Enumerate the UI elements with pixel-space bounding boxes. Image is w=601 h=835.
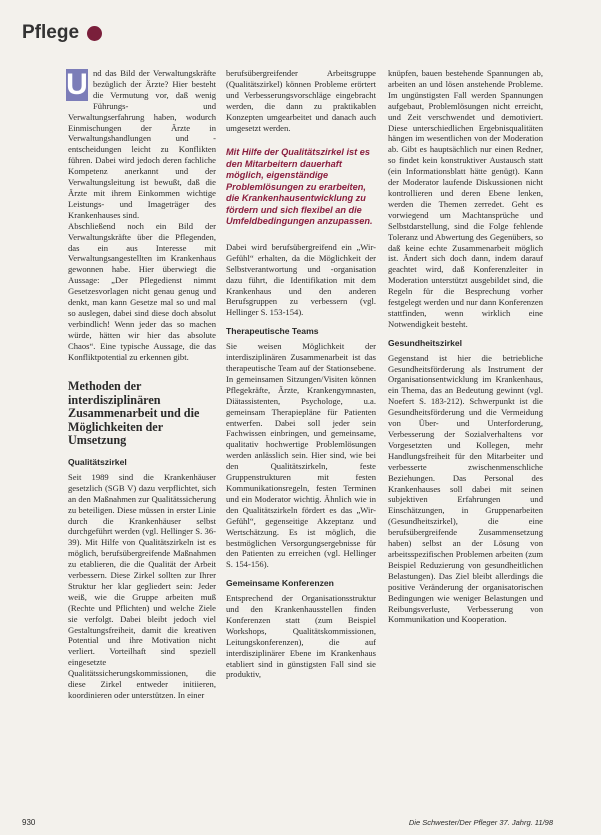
dropcap: U [66,68,88,101]
paragraph: Sie weisen Möglichkeit der interdisziplinären Zusammenarbeit ist das therapeutische Team auf der Stationsebene. In gemeinsamen Sitzungen/Visiten können Pflegekräfte, Ärzte, Krankengymnasten, Diätassistenten, Psychologe, u.a. gemeinsam Therapiepläne für Patienten entwerfen. Dabei soll jeder sein Fachwissen einbringen, und gemeinsame, qualitativ hochwertige Problemlösungen werden anlässlich sein. Hier sind, wie bei den Qualitätszirkeln, feste Gruppenstrukturen mit festen Kommunikationsregeln, festen Terminen und ein Moderator wichtig. Ähnlich wie in den Qualitätszirkeln fördert es das „Wir-Gefühl“, gegenseitige Akzeptanz und Wertschätzung. Es ist möglich, die bestmöglichen Versorgungsergebnisse für den Patienten zu erreichen (vgl. Hellinger S. 154-156). [226,341,376,570]
paragraph: Dabei wird berufsübergreifend ein „Wir-Gefühl“ erhalten, da die Möglichkeit der Selbstverantwortung und -organisation dazu führt, die Identifikation mit dem Krankenhaus und den anderen Berufsgruppen zu verbessern (vgl. Hellinger S. 153-154). [226,241,376,318]
subheading: Therapeutische Teams [226,326,319,337]
paragraph: Abschließend noch ein Bild der Verwaltungskräfte über die Pflegenden, das ein aus Interesse mit Verwaltungsangestellten im Krankenhaus gewonnen habe. Hier überwiegt die Aussage: „Der Pflegedienst nimmt Gesetzesvorlagen nicht genau genug und denkt, man kann Gesetze mal so und mal so auslegen, dabei sind diese doch absolut verbindlich! Wenn jeder das so machen würde, hätten wir hier das absolute Chaos“. Eine typische Aussage, die das Konfliktpotential zu erkennen gibt. [68,220,216,362]
subheading: Qualitätszirkel [68,456,127,467]
paragraph: Gegenstand ist hier die betriebliche Gesundheitsförderung als Instrument der Organisationsentwicklung im Krankenhaus, ein Thema, das an Bedeutung gewinnt (vgl. Noefert S. 183-212). Schwerpunkt ist die Gesundheitsförderung und die Vermeidung von Über- und Unterforderung, Verbesserung der Sozialverhaltens vor Vorgesetzten und Kollegen, mehr Handlungsfreiheit für den Mitarbeiter und verbesserte zwischenmenschliche Beziehungen. Das Personal des Krankenhauses soll dabei mit seinen subjektiven Erfahrungen und Einschätzungen, in Gruppenarbeiten (Gesundheitszirkel), die eine berufsübergreifende Zusammensetzung haben) selbst an der Lösung von arbeitsspezifischen Problemen arbeiten (zum Beispiel Reduzierung von gesundheitlichen Belastungen). Das Ziel bleibt allerdings die positive Veränderung der organisatorischen Bedingungen wie weniger Belastungen und Reibungsverluste, Verbesserung von Kommunikation und Kooperation. [388,352,543,625]
page-header [22,22,102,44]
section-heading: Methoden der interdisziplinären Zusammenarbeit und die Möglichkeiten der Umsetzung [68,379,200,448]
column-1 [68,68,216,701]
subheading: Gemeinsame Konferenzen [226,578,334,589]
page-number: 930 [22,818,36,827]
paragraph: knüpfen, bauen bestehende Spannungen ab, arbeiten an und lösen anstehende Probleme. Im ungünstigsten Fall werden Spannungen aufgebaut, Problemlösungen nicht erreicht, und Zeit verschwendet und demotiviert. Diese unterschiedlichen Ergebnisqualitäten hängen im wesentlichen von der Moderation ab. Gibt es hauptsächlich nur einen Redner, so findet kein konstruktiver Austausch statt (ein Informationsblatt hätte genügt). Kann der Moderator laufende Diskussionen nicht kontrollieren und deren Ebene lenken, werden die Themen zerredet. Geht es vorwiegend um Machtansprüche und Selbstdarstellung, sind die Folge fehlende Toleranz und Abwertung des Gegenübers, so daß keine echte Zusammenarbeit möglich ist. Ändert sich doch dann, indem darauf geachtet wird, daß Konferenzleiter in Moderation unterstützt ausgebildet sind, die Regeln für die Besprechung vorher festgelegt werden und nur dann Konferenzen stattfinden, wenn wirklich eine Notwendigkeit besteht. [388,68,543,329]
paragraph: Entsprechend der Organisationsstruktur und den Krankenhausstellen finden Konferenzen statt (zum Beispiel Workshops, Qualitätskommissionen, Leitungskonferenzen), die auf interdisziplinärer Ebene im Krankenhaus etabliert sind in günstigsten Fall sind sie produktiv, [226,593,376,680]
section-dot-icon [87,26,102,41]
paragraph: nd das Bild der Verwaltungskräfte bezüglich der Ärzte? Hier besteht die Vermutung vor, daß wenig Führungs- und Verwaltungserfahrung haben, wodurch Einmischungen der Ärzte in Verwaltungshandlungen und -entscheidungen leicht zu Konflikten führen. Dabei wird jedoch deren fachliche Kompetenz anerkannt und der Verwaltungsleitung ist bewußt, daß die Ärzte mit ihrem Einkommen wichtige Leistungs- und Imageträger des Krankenhauses sind. [68,68,216,220]
section-title: Pflege [22,22,80,43]
column-3 [388,68,543,625]
pull-quote: Mit Hilfe der Qualitätszirkel ist es den Mitarbeitern dauerhaft möglich, eigenständige Problemlösungen zu erarbeiten, die Krankenhausentwicklung zu fördern und sich flexibel an die Umfeldbedingungen anzupassen. [226,147,373,227]
paragraph: Seit 1989 sind die Krankenhäuser gesetzlich (SGB V) dazu verpflichtet, sich an den Maßnahmen zur Qualitätssicherung zu beteiligen. Diese müssen in erster Linie durch die Krankenhäuser selbst durchgeführt werden (vgl. Hellinger S. 36-39). Mit Hilfe von Qualitätszirkeln ist es möglich, berufsübergreifende Maßnahmen zu etablieren, die die Qualität der Arbeit verbessern. Diese Zirkel sollten zur Ihrer Struktur her klar gegliedert sein: Jeder weiß, wie die Gruppe arbeiten muß (Rechte und Pflichten) und welche Ziele sie verfolgt. Dabei bleibt jedoch viel Gestaltungsfreiheit, damit die kreativen Potential und ihre Motivation nicht verliert. Vorteilhaft sind speziell eingesetzte Qualitätssicherungskommissionen, die diese Zirkel entweder initiieren, koordinieren oder unterstützen. In einer [68,471,216,700]
subheading: Gesundheitszirkel [388,337,463,348]
paragraph: berufsübergreifender Arbeitsgruppe (Qualitätszirkel) können Probleme erörtert und Verbesserungsvorschläge eingebracht werden, die dann zu praktikablen Konzepten umgearbeitet und danach auch umgesetzt werden. [226,68,376,133]
journal-footer: Die Schwester/Der Pfleger 37. Jahrg. 11/98 [408,818,553,827]
column-2 [226,68,376,680]
